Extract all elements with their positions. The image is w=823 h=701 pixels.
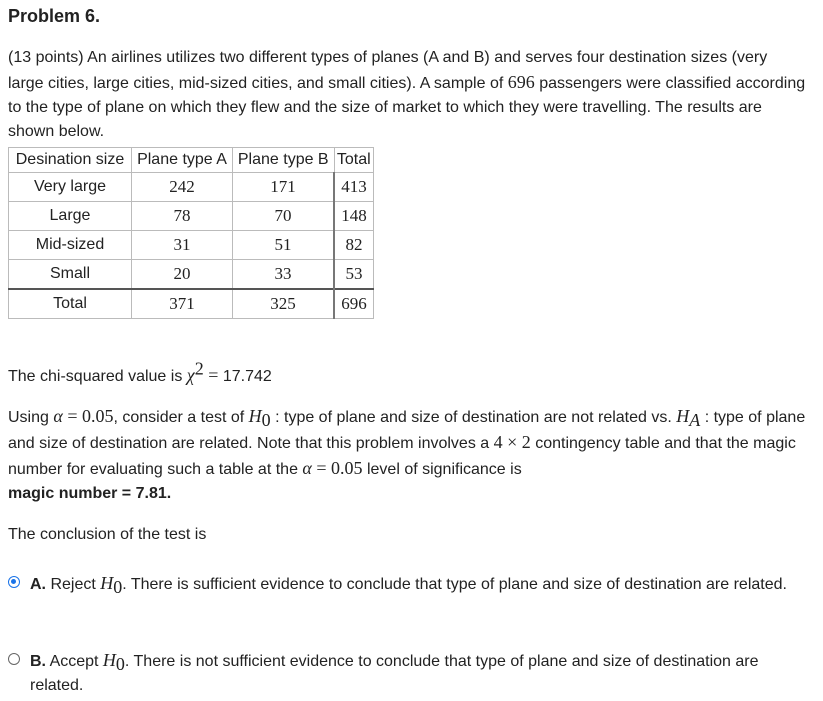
intro-text-b: passengers were classified according to the type of plane on which they flew and the size of market to which they were travelling. The results are shown below. xyxy=(8,75,806,140)
cell-total: 148 xyxy=(334,202,374,231)
option-verb: Reject xyxy=(46,576,101,593)
row-label: Small xyxy=(9,260,132,290)
alpha-symbol: α xyxy=(53,406,63,426)
option-a-radio[interactable] xyxy=(8,576,20,588)
test-text: Using xyxy=(8,409,54,426)
option-verb: Accept xyxy=(46,653,103,670)
chi-prefix: The chi-squared value is xyxy=(8,368,187,385)
row-label: Total xyxy=(9,289,132,319)
option-rest: . There is sufficient evidence to conclude that type of plane and size of destination are related. xyxy=(122,576,787,593)
chi-equals: = xyxy=(203,365,223,385)
option-letter: A. xyxy=(30,576,46,593)
cell-plane-a: 371 xyxy=(132,289,233,319)
problem-title: Problem 6. xyxy=(8,6,101,26)
table-row xyxy=(9,173,374,202)
cell-plane-b: 70 xyxy=(233,202,335,231)
option-b-radio[interactable] xyxy=(8,653,20,665)
header-plane-b: Plane type B xyxy=(233,148,335,173)
option-a-text[interactable] xyxy=(30,571,813,597)
alpha-symbol: α xyxy=(302,458,312,478)
intro-text-a: (13 points) An airlines utilizes two different types of planes (A and B) and serves four destination sizes (very large cities, large cities, mid-sized cities, and small cities). A sample of xyxy=(8,49,768,92)
h0-symbol: H xyxy=(248,406,262,426)
table-row xyxy=(9,260,374,290)
h0-subscript: 0 xyxy=(261,410,271,431)
chi-value: 17.742 xyxy=(222,368,272,385)
test-text: : type of plane and size of destination are not related vs. xyxy=(270,409,677,426)
option-letter: B. xyxy=(30,653,46,670)
table-total-row xyxy=(9,289,374,319)
problem-intro xyxy=(8,46,807,144)
h0-symbol: H xyxy=(100,573,114,593)
cell-total: 696 xyxy=(334,289,374,319)
table-dimensions: 4 × 2 xyxy=(493,432,531,452)
option-a[interactable] xyxy=(8,571,813,597)
table-row xyxy=(9,202,374,231)
hypothesis-test-text xyxy=(8,404,807,506)
header-plane-a: Plane type A xyxy=(132,148,233,173)
cell-plane-a: 31 xyxy=(132,231,233,260)
chi-exponent: 2 xyxy=(194,358,204,379)
table-header-row xyxy=(9,148,374,173)
sample-size: 696 xyxy=(507,72,535,92)
test-text: level of significance is xyxy=(362,461,522,478)
cell-plane-b: 171 xyxy=(233,173,335,202)
test-text: contingency table and that the magic number for evaluating such a table at the xyxy=(8,435,796,478)
row-label: Very large xyxy=(9,173,132,202)
ha-subscript: A xyxy=(689,410,701,431)
cell-plane-b: 325 xyxy=(233,289,335,319)
cell-plane-b: 51 xyxy=(233,231,335,260)
h0-subscript: 0 xyxy=(115,654,125,675)
header-total: Total xyxy=(334,148,374,173)
alpha-value: = 0.05 xyxy=(311,458,363,478)
test-text: , consider a test of xyxy=(113,409,249,426)
option-b-text[interactable] xyxy=(30,648,813,698)
conclusion-label: The conclusion of the test is xyxy=(8,526,207,543)
cell-plane-a: 78 xyxy=(132,202,233,231)
option-rest: . There is not sufficient evidence to conclude that type of plane and size of destination are related. xyxy=(30,653,759,694)
h0-subscript: 0 xyxy=(113,577,123,598)
row-label: Large xyxy=(9,202,132,231)
alpha-value: = 0.05 xyxy=(62,406,114,426)
chi-symbol: χ xyxy=(186,365,195,385)
cell-total: 82 xyxy=(334,231,374,260)
cell-plane-a: 242 xyxy=(132,173,233,202)
magic-number: magic number = 7.81. xyxy=(8,485,172,502)
header-destination: Desination size xyxy=(9,148,132,173)
cell-total: 413 xyxy=(334,173,374,202)
row-label: Mid-sized xyxy=(9,231,132,260)
contingency-table xyxy=(8,147,374,319)
h0-symbol: H xyxy=(102,650,116,670)
cell-plane-b: 33 xyxy=(233,260,335,290)
cell-plane-a: 20 xyxy=(132,260,233,290)
cell-total: 53 xyxy=(334,260,374,290)
option-b[interactable] xyxy=(8,648,813,698)
table-row xyxy=(9,231,374,260)
ha-symbol: H xyxy=(676,406,690,426)
test-text: : type of plane and size of destination are related. Note that this problem involves a xyxy=(8,409,806,452)
chi-squared-statement xyxy=(8,358,272,389)
